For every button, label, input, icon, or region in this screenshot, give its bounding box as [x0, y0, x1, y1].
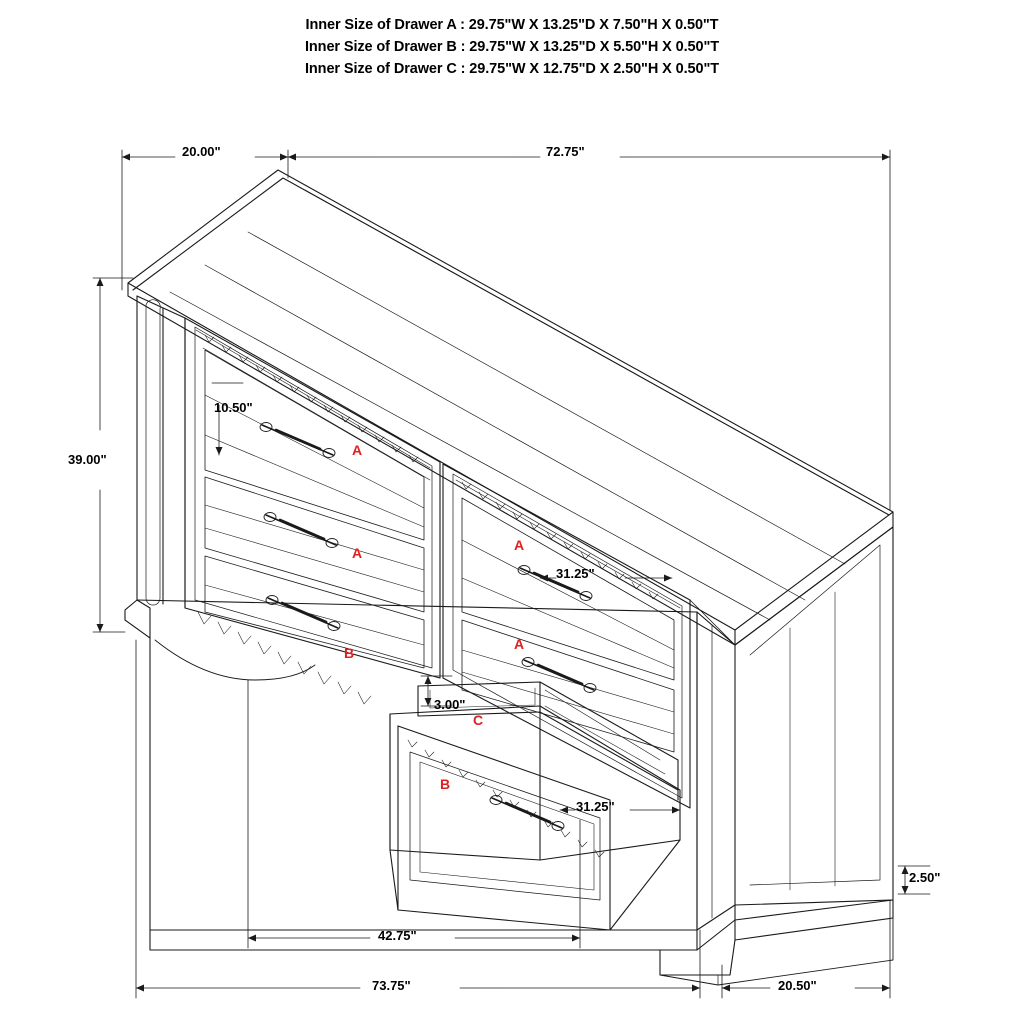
spec-line-b: Inner Size of Drawer B : 29.75"W X 13.25"D X 5.50"H X 0.50"T [305, 39, 719, 55]
dim-inner-width-upper: 31.25" [556, 566, 595, 581]
dresser-outline [128, 170, 893, 930]
spec-line-c: Inner Size of Drawer C : 29.75"W X 12.75"D X 2.50"H X 0.50"T [305, 61, 719, 77]
dim-top-width: 72.75" [546, 144, 585, 159]
left-drawer-bank [185, 318, 440, 678]
dim-overall-width: 73.75" [372, 978, 411, 993]
callout-a-right-mid: A [514, 636, 525, 652]
callout-a-left-top: A [352, 442, 363, 458]
callout-a-left-mid: A [352, 545, 363, 561]
open-drawer-b [390, 706, 680, 930]
right-drawer-bank [443, 464, 690, 808]
dim-overall-depth: 20.50" [778, 978, 817, 993]
callout-b-left-bottom: B [344, 645, 355, 661]
dim-drawer-front-height: 10.50" [214, 400, 253, 415]
callout-b-open-drawer: B [440, 776, 451, 792]
dim-base-height: 2.50" [909, 870, 941, 885]
dim-bottom-drawer-height: 3.00" [434, 697, 466, 712]
dim-inner-width-lower: 31.25" [576, 799, 615, 814]
callout-c-open-drawer: C [473, 712, 484, 728]
dim-mid-bottom-width: 42.75" [378, 928, 417, 943]
dimension-lines [93, 150, 930, 998]
dim-left-height: 39.00" [68, 452, 107, 467]
dim-top-left-depth: 20.00" [182, 144, 221, 159]
base-plinth [125, 600, 893, 985]
spec-line-a: Inner Size of Drawer A : 29.75"W X 13.25"D X 7.50"H X 0.50"T [305, 17, 719, 33]
callout-a-right-top: A [514, 537, 525, 553]
